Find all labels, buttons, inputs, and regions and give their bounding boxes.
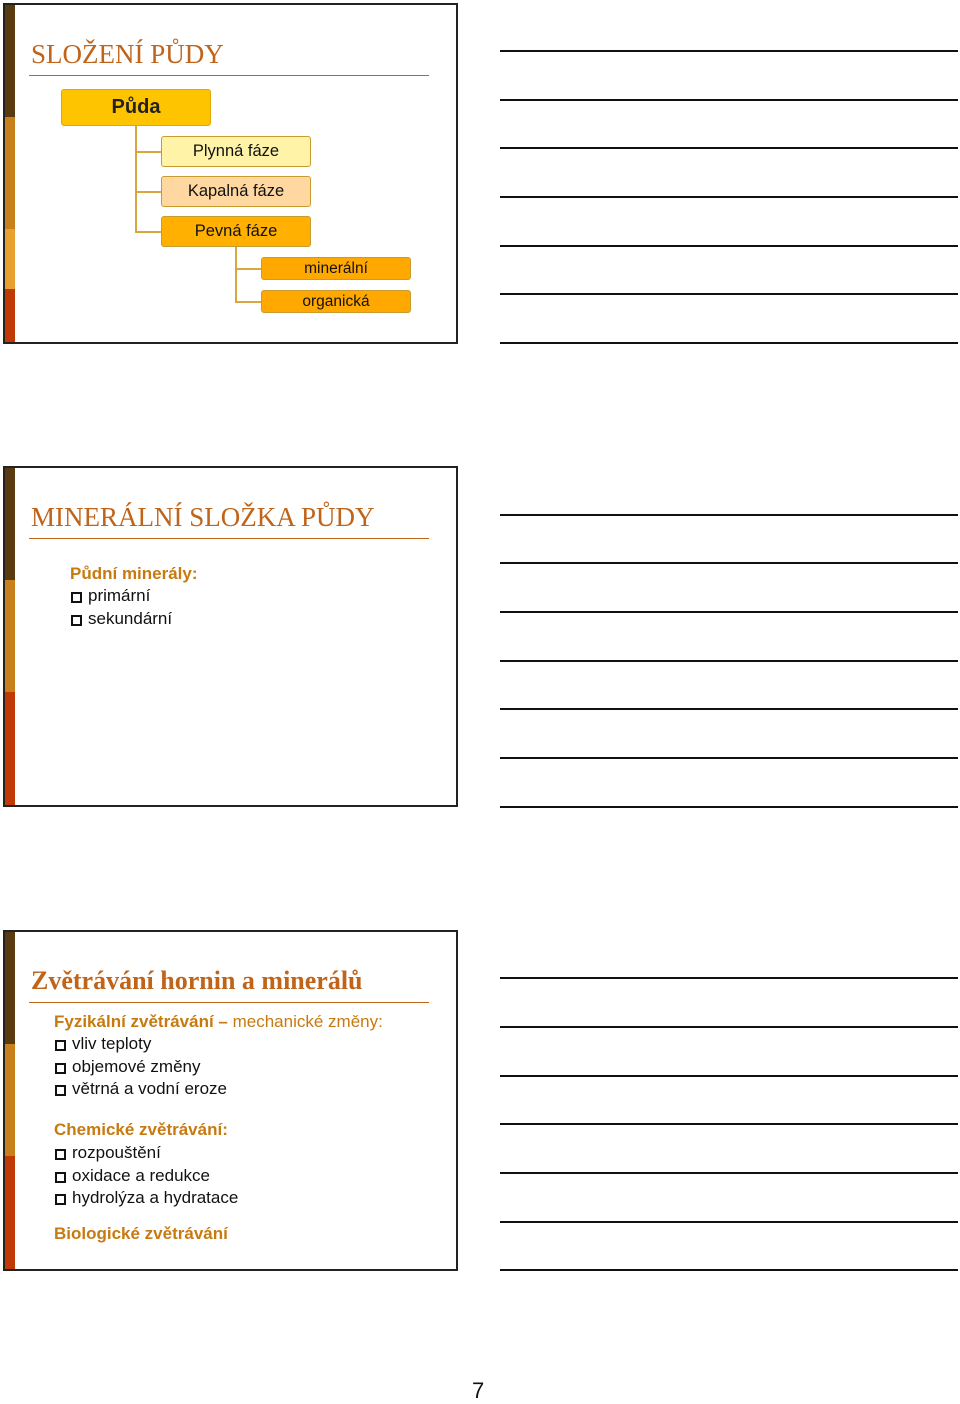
slide-sidebar	[5, 468, 15, 805]
slide-soil-composition	[3, 3, 458, 344]
list-item: větrná a vodní eroze	[55, 1079, 227, 1099]
list-item: hydrolýza a hydratace	[55, 1188, 238, 1208]
note-line	[500, 757, 958, 759]
slide-weathering	[3, 930, 458, 1271]
slide-mineral-component	[3, 466, 458, 807]
square-bullet-icon	[55, 1149, 66, 1160]
node-liquid-phase: Kapalná fáze	[161, 176, 311, 207]
slide-title: MINERÁLNÍ SLOŽKA PŮDY	[31, 502, 375, 532]
node-gas-phase: Plynná fáze	[161, 136, 311, 167]
note-line	[500, 708, 958, 710]
square-bullet-icon	[71, 615, 82, 626]
note-line	[500, 99, 958, 101]
title-rule	[29, 538, 429, 539]
square-bullet-icon	[55, 1040, 66, 1051]
note-line	[500, 977, 958, 979]
list-item: primární	[71, 586, 150, 606]
note-line	[500, 611, 958, 613]
physical-weathering-heading: Fyzikální zvětrávání – mechanické změny:	[54, 1012, 383, 1031]
square-bullet-icon	[55, 1194, 66, 1205]
list-item: objemové změny	[55, 1057, 201, 1077]
square-bullet-icon	[55, 1063, 66, 1074]
note-line	[500, 514, 958, 516]
note-line	[500, 562, 958, 564]
connector	[235, 246, 237, 303]
note-line	[500, 293, 958, 295]
connector	[135, 151, 161, 153]
connector	[135, 191, 161, 193]
node-solid-phase: Pevná fáze	[161, 216, 311, 247]
node-organic: organická	[261, 290, 411, 313]
note-line	[500, 1123, 958, 1125]
note-line	[500, 1075, 958, 1077]
square-bullet-icon	[55, 1085, 66, 1096]
note-line	[500, 806, 958, 808]
list-item: oxidace a redukce	[55, 1166, 210, 1186]
biological-weathering-heading: Biologické zvětrávání	[54, 1224, 228, 1243]
connector	[235, 268, 261, 270]
node-mineral: minerální	[261, 257, 411, 280]
square-bullet-icon	[55, 1172, 66, 1183]
list-item: sekundární	[71, 609, 172, 629]
slide-sidebar	[5, 5, 15, 342]
note-line	[500, 147, 958, 149]
list-item: vliv teploty	[55, 1034, 151, 1054]
slide-sidebar	[5, 932, 15, 1269]
connector	[135, 126, 137, 232]
note-line	[500, 660, 958, 662]
slide-title: SLOŽENÍ PŮDY	[31, 39, 224, 69]
note-line	[500, 342, 958, 344]
note-line	[500, 50, 958, 52]
note-line	[500, 1221, 958, 1223]
minerals-heading: Půdní minerály:	[70, 564, 198, 583]
note-line	[500, 196, 958, 198]
list-item: rozpouštění	[55, 1143, 161, 1163]
title-rule	[29, 75, 429, 76]
slide-title: Zvětrávání hornin a minerálů	[31, 966, 363, 995]
note-line	[500, 245, 958, 247]
connector	[135, 231, 161, 233]
node-soil: Půda	[61, 89, 211, 126]
note-line	[500, 1172, 958, 1174]
note-line	[500, 1269, 958, 1271]
note-line	[500, 1026, 958, 1028]
square-bullet-icon	[71, 592, 82, 603]
chemical-weathering-heading: Chemické zvětrávání:	[54, 1120, 228, 1139]
title-rule	[29, 1002, 429, 1003]
connector	[235, 301, 261, 303]
page-number: 7	[472, 1378, 485, 1403]
